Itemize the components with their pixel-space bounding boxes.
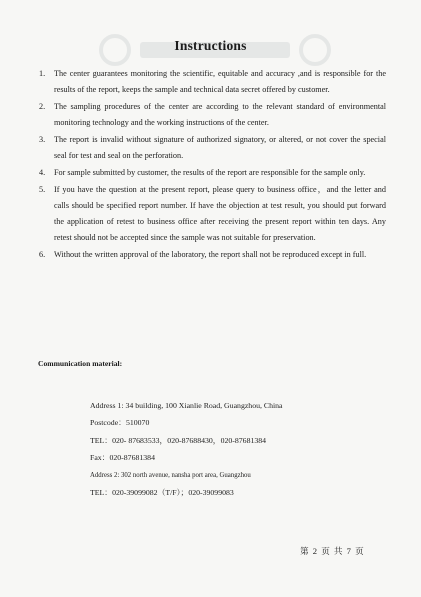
instructions-list — [34, 66, 386, 264]
communication-details — [90, 397, 390, 501]
item-text: The center guarantees monitoring the scientific, equitable and accuracy ,and is responsible for the results of the report, keeps the sample and technical data secret offered by customer. — [54, 69, 386, 94]
instruction-item — [34, 165, 386, 181]
instruction-item — [34, 247, 386, 263]
telephone-1: TEL：020- 87683533，020-87688430，020-87681384 — [90, 435, 267, 445]
address-1: Address 1: 34 building, 100 Xianlie Road, Guangzhou, China — [90, 401, 283, 410]
item-number: 6. — [39, 250, 46, 259]
instruction-item — [34, 66, 386, 98]
postcode: Postcode：510070 — [90, 418, 150, 428]
item-text: The report is invalid without signature of authorized signatory, or altered, or not cover the special seal for test and seal on the perforation. — [54, 135, 386, 160]
item-number: 4. — [39, 168, 46, 177]
item-number: 5. — [39, 185, 46, 194]
item-number: 1. — [39, 69, 46, 78]
instruction-item — [34, 132, 386, 164]
item-number: 2. — [39, 102, 46, 111]
page-title: Instructions — [174, 38, 247, 53]
page-number: 第 2 页 共 7 页 — [300, 546, 365, 556]
address-2: Address 2: 302 north avenue, nansha port area, Guangzhou — [90, 471, 251, 479]
fax: Fax：020-87681384 — [90, 453, 155, 463]
telephone-2: TEL：020-39099082（T/F）；020-39099083 — [90, 488, 234, 498]
instruction-item — [34, 99, 386, 131]
item-text: If you have the question at the present report, please query to business office，and the letter and calls should be specified report number. If have the objection at test result, you should put forward the application of retest to business office after receiving the present report within ten days. Any retest should not be accepted since the sample was not suitable for preservation. — [54, 185, 386, 242]
communication-heading: Communication material: — [38, 359, 123, 368]
item-number: 3. — [39, 135, 46, 144]
item-text: For sample submitted by customer, the results of the report are responsible for the sample only. — [54, 168, 366, 177]
instruction-item — [34, 182, 386, 246]
item-text: Without the written approval of the laboratory, the report shall not be reproduced except in full. — [54, 250, 367, 259]
item-text: The sampling procedures of the center are according to the relevant standard of environmental monitoring technology and the working instructions of the center. — [54, 102, 386, 127]
